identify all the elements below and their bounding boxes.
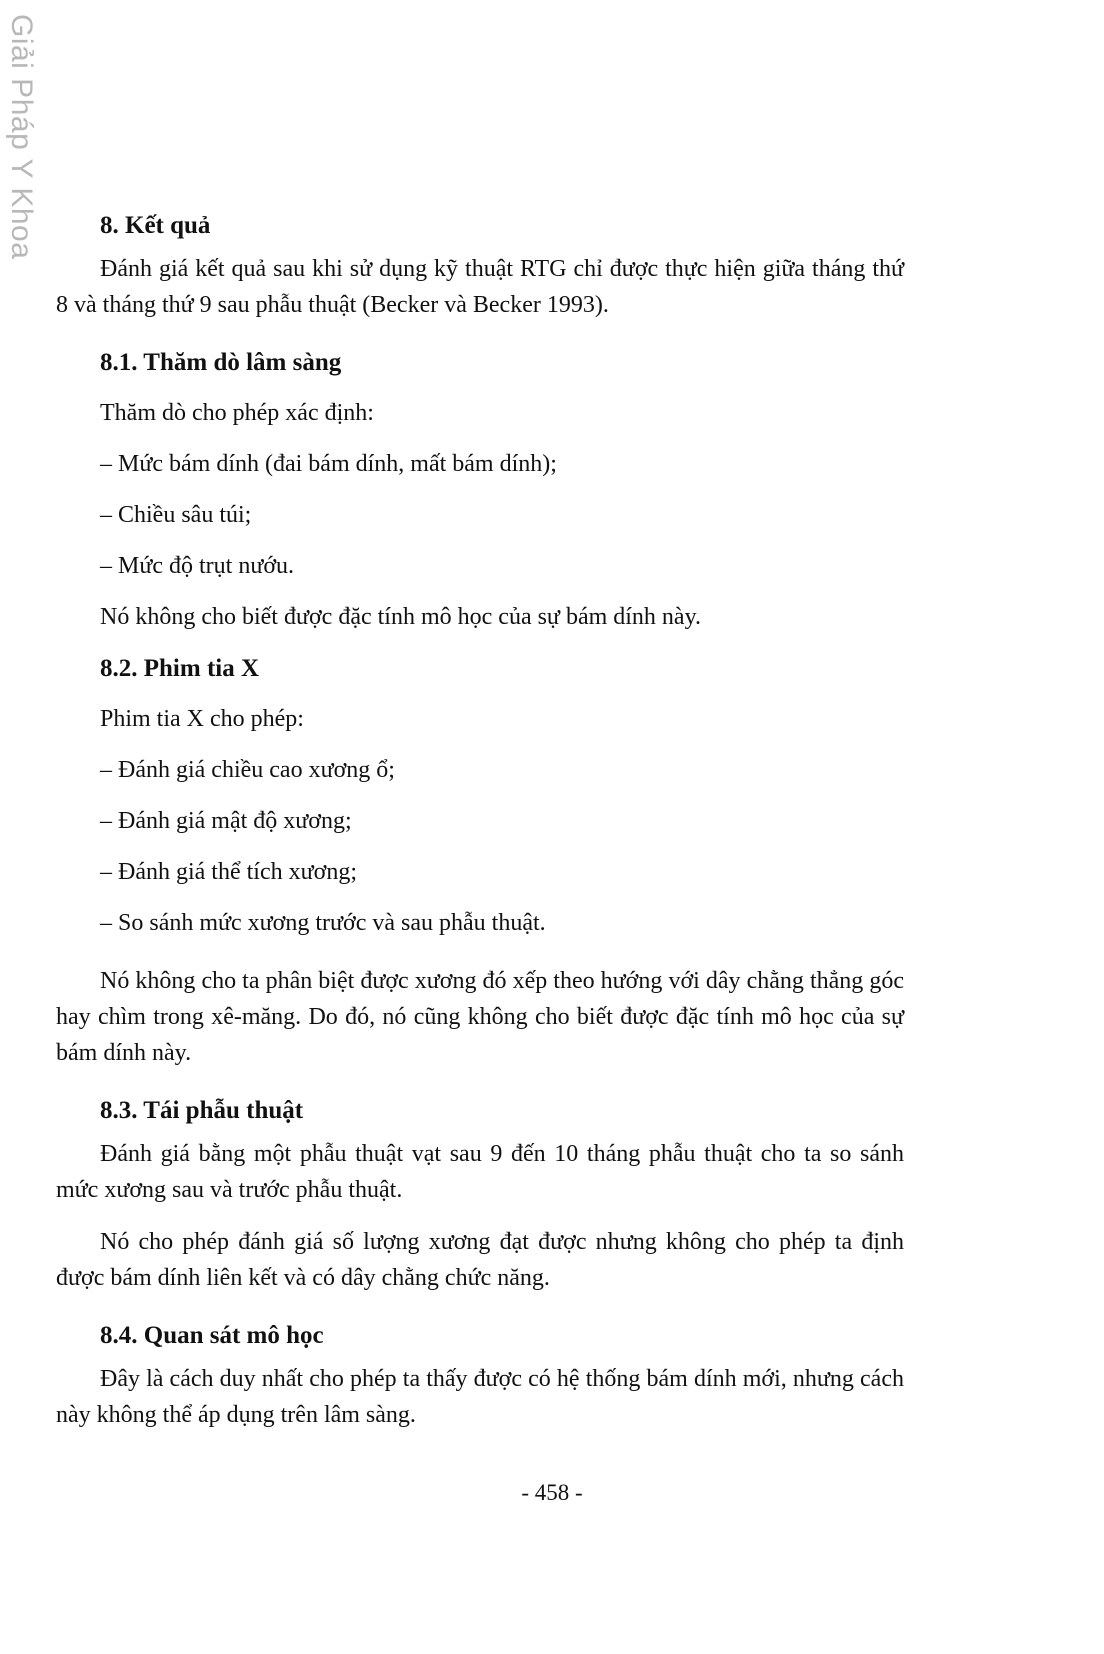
section-heading-8-1: 8.1. Thăm dò lâm sàng — [100, 349, 342, 376]
section-8-2-note: Nó không cho ta phân biệt được xương đó xếp theo hướng với dây chằng thẳng góc hay chìm trong xê-măng. Do đó, nó cũng không cho biết được đặc tính mô học của sự bám dính này. — [56, 968, 904, 1066]
section-8-intro: Đánh giá kết quả sau khi sử dụng kỹ thuật RTG chỉ được thực hiện giữa tháng thứ 8 và tháng thứ 9 sau phẫu thuật (Becker và Becker 1993). — [56, 256, 904, 318]
watermark — [4, 14, 38, 260]
section-heading-8-2: 8.2. Phim tia X — [100, 655, 260, 682]
list-item: – Chiều sâu túi; — [100, 502, 252, 528]
section-8-2-lead: Phim tia X cho phép: — [100, 706, 304, 732]
section-heading-8: 8. Kết quả — [100, 212, 211, 239]
section-heading-8-3: 8.3. Tái phẫu thuật — [100, 1097, 304, 1124]
section-8-3-paragraph-1: Đánh giá bằng một phẫu thuật vạt sau 9 đến 10 tháng phẫu thuật cho ta so sánh mức xương sau và trước phẫu thuật. — [56, 1141, 904, 1203]
list-item: – Đánh giá mật độ xương; — [100, 808, 352, 834]
list-item: – Mức bám dính (đai bám dính, mất bám dính); — [100, 451, 557, 477]
page-number: - 458 - — [521, 1480, 583, 1505]
list-item: – Đánh giá chiều cao xương ổ; — [100, 757, 395, 783]
list-item: – So sánh mức xương trước và sau phẫu thuật. — [100, 910, 546, 936]
section-8-4-paragraph-1: Đây là cách duy nhất cho phép ta thấy được có hệ thống bám dính mới, nhưng cách này không thể áp dụng trên lâm sàng. — [56, 1366, 904, 1428]
list-item: – Mức độ trụt nướu. — [100, 553, 295, 579]
section-heading-8-4: 8.4. Quan sát mô học — [100, 1322, 324, 1349]
page-body — [56, 200, 904, 1433]
section-8-1-lead: Thăm dò cho phép xác định: — [100, 400, 374, 426]
list-item: – Đánh giá thể tích xương; — [100, 859, 357, 885]
section-8-3-paragraph-2: Nó cho phép đánh giá số lượng xương đạt được nhưng không cho phép ta định được bám dính liên kết và có dây chằng chức năng. — [56, 1229, 904, 1291]
watermark-text: Giải Pháp Y Khoa — [5, 14, 38, 260]
section-8-1-note: Nó không cho biết được đặc tính mô học của sự bám dính này. — [100, 604, 702, 630]
